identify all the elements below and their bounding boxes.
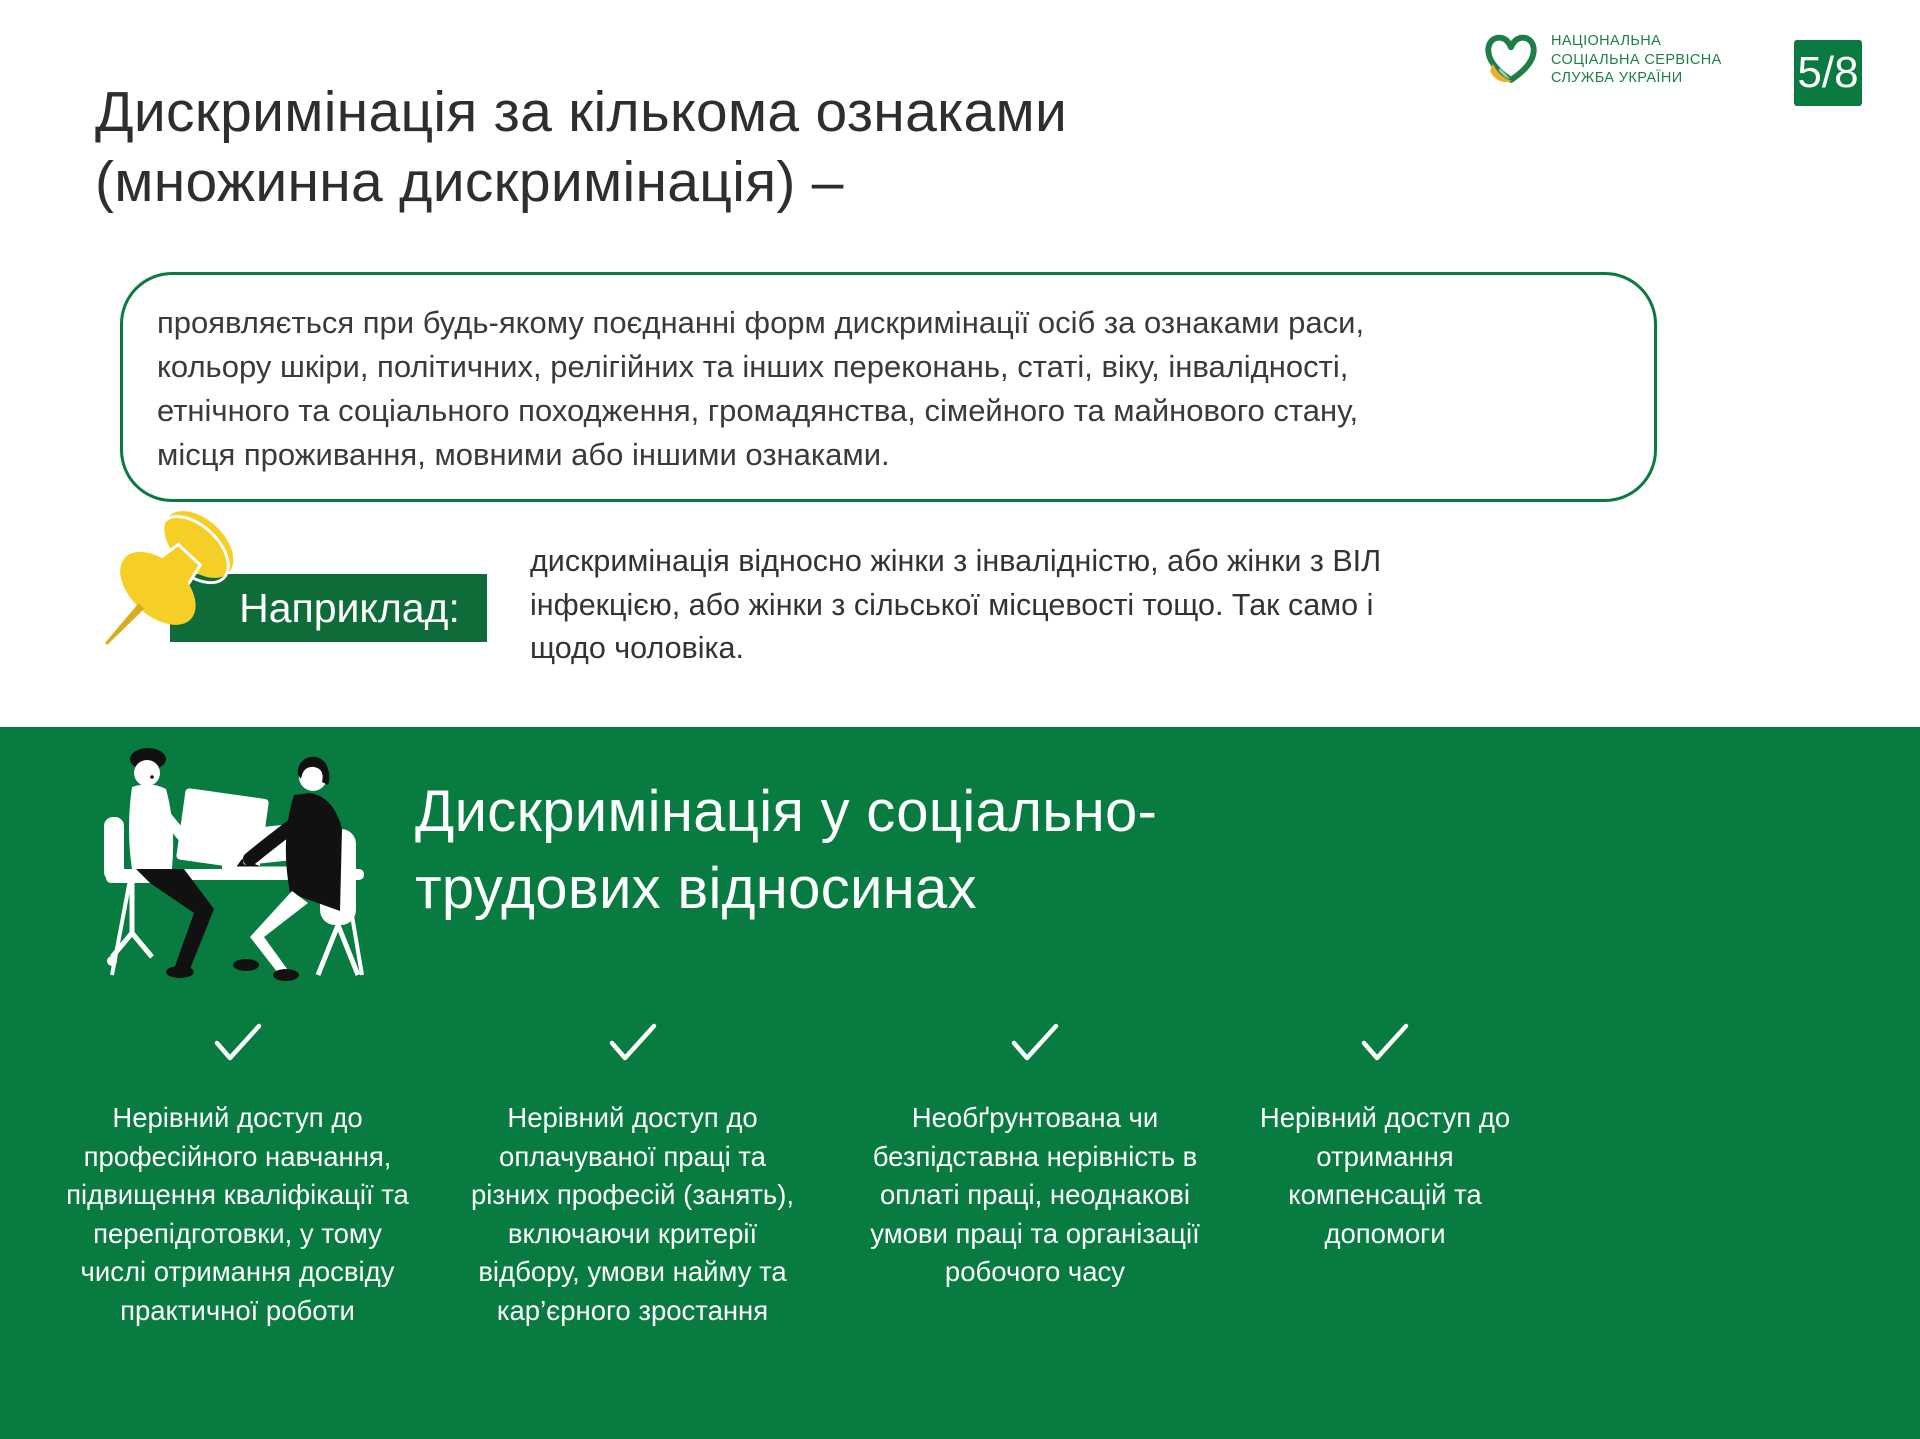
org-logo [1482, 30, 1722, 90]
benefit-item [1240, 1023, 1530, 1253]
definition-text: проявляється при будь-якому поєднанні форм дискримінації осіб за ознаками раси, кольору шкіри, політичних, релігійних та інших переконань, статі, віку, інвалідності, етнічного та соціального походження, громадянства, сімейного та майнового стану, місця проживання, мовними або іншими ознаками. [157, 305, 1365, 473]
example-label: Наприклад: [170, 574, 487, 642]
checkmark-icon [214, 1023, 262, 1063]
page-title-line1: Дискримінація за кількома ознаками [95, 80, 1068, 144]
org-logo-text [1551, 32, 1722, 88]
checkmark-icon [1011, 1023, 1059, 1063]
benefit-item [460, 1023, 805, 1330]
section-title [415, 773, 1157, 927]
section-title-line2: трудових відносинах [415, 856, 977, 922]
pushpin-icon [62, 492, 277, 707]
benefit-text: Нерівний доступ до отримання компенсацій та допомоги [1259, 1102, 1511, 1249]
workers-illustration [92, 741, 384, 981]
logo-text-line2: СОЦІАЛЬНА СЕРВІСНА [1551, 51, 1722, 68]
benefit-text: Нерівний доступ до професійного навчання, підвищення кваліфікації та перепідготовки, у тому числі отримання досвіду практичної роботи [66, 1102, 409, 1326]
logo-text-line1: НАЦІОНАЛЬНА [1551, 33, 1662, 50]
labor-section [0, 727, 1920, 1439]
benefit-text: Нерівний доступ до оплачуваної праці та різних професій (занять), включаючи критерії відбору, умови найму та кар’єрного зростання [470, 1102, 795, 1326]
benefit-item [855, 1023, 1215, 1292]
checkmark-icon [609, 1023, 657, 1063]
benefit-item [65, 1023, 410, 1330]
page-title-line2: (множинна дискримінація) – [95, 149, 844, 214]
benefit-text: Необґрунтована чи безпідставна нерівність в оплаті праці, неоднакові умови праці та організації робочого часу [870, 1102, 1200, 1287]
heart-logo-icon [1482, 30, 1540, 90]
example-text: дискримінація відносно жінки з інвалідністю, або жінки з ВІЛ інфекцією, або жінки з сільської місцевості тощо. Так само і щодо чоловіка. [530, 544, 1382, 666]
logo-text-line3: СЛУЖБА УКРАЇНИ [1551, 70, 1683, 87]
section-title-line1: Дискримінація у соціально- [415, 779, 1158, 844]
page-title [95, 78, 1067, 217]
checkmark-icon [1361, 1023, 1409, 1063]
definition-box [120, 272, 1657, 502]
page-counter-badge: 5/8 [1794, 40, 1862, 106]
